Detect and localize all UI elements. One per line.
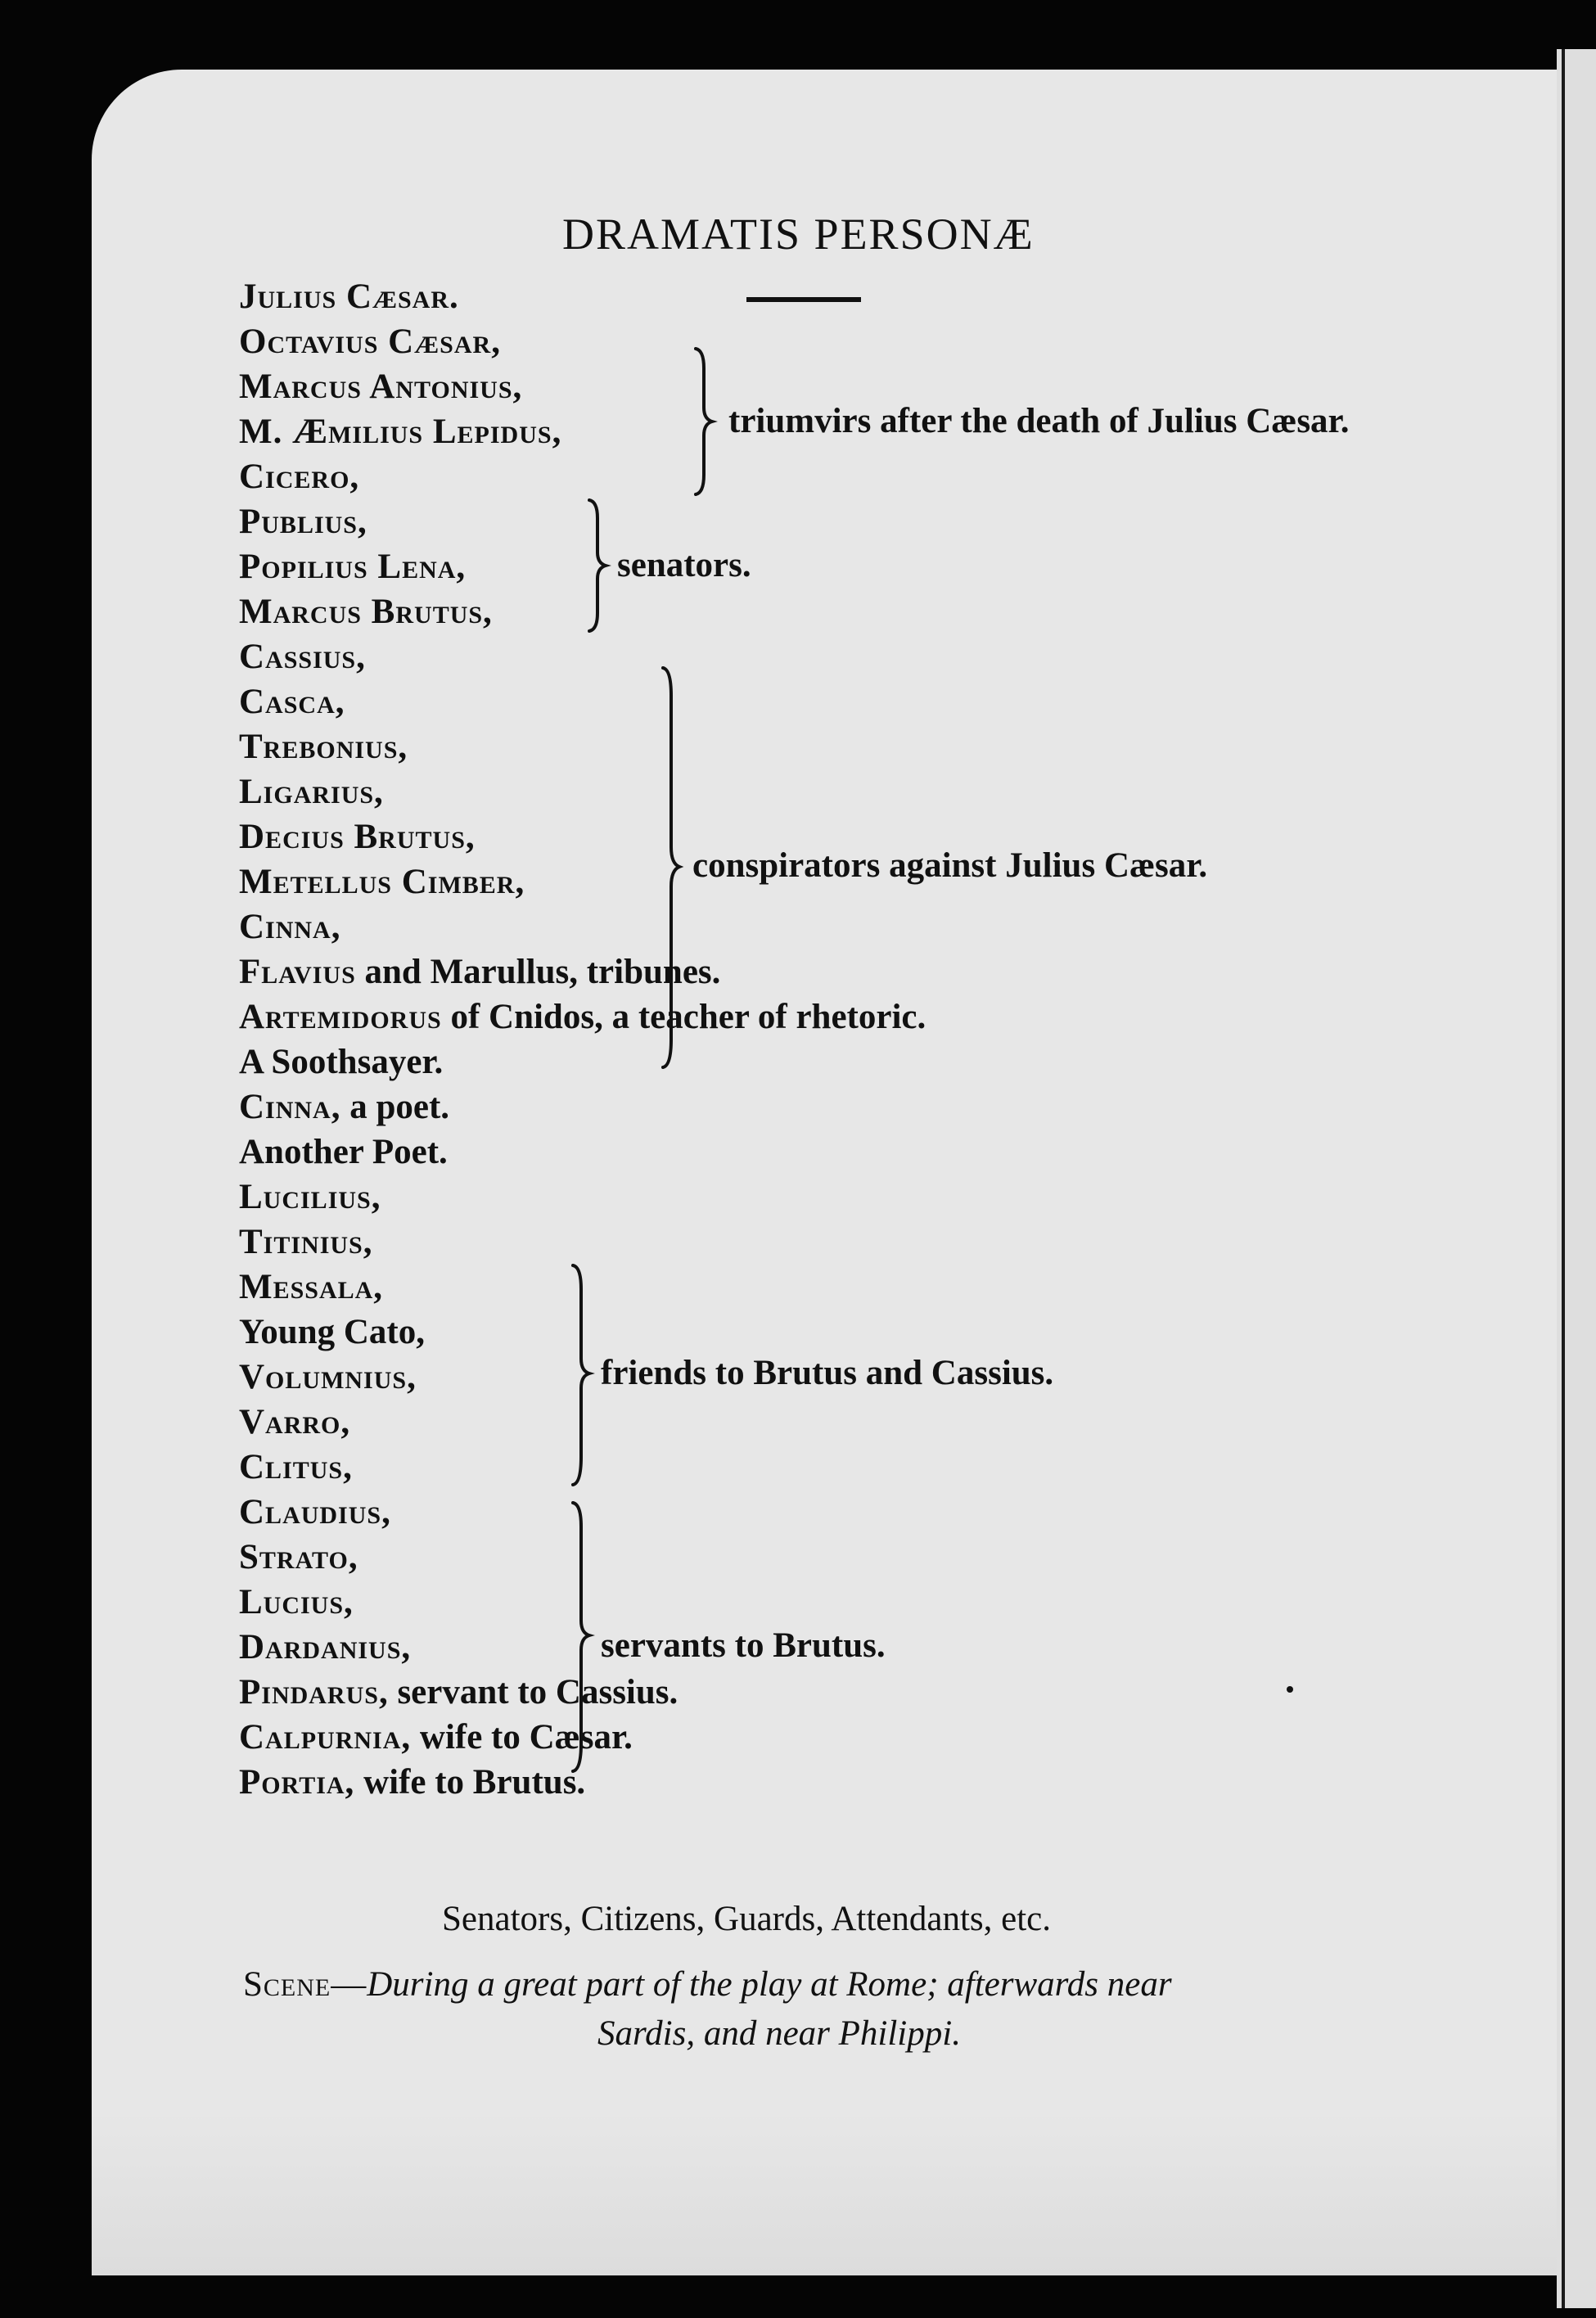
character-entry: [239, 814, 476, 859]
character-name: Clitus,: [239, 1448, 353, 1486]
character-entry: [239, 1130, 448, 1175]
character-entry: [239, 1355, 417, 1400]
character-name: Casca,: [239, 683, 345, 721]
scene-text-1: During a great part of the play at Rome; afterwards near: [367, 1965, 1172, 2004]
character-name: Octavius Cæsar,: [239, 322, 501, 361]
character-name: Dardanius,: [239, 1628, 412, 1666]
character-entry: [239, 859, 525, 904]
character-description: A Soothsayer.: [239, 1043, 444, 1081]
brace-triumvirs: [689, 344, 722, 499]
character-name: Cicero,: [239, 458, 360, 496]
page-title: DRAMATIS PERSONÆ: [562, 210, 1035, 259]
character-name: Publius,: [239, 503, 367, 541]
character-name: Varro,: [239, 1403, 351, 1441]
character-entry: [239, 1535, 358, 1580]
character-entry: [239, 274, 459, 319]
character-description: Young Cato,: [239, 1313, 425, 1351]
brace-senators: [583, 495, 615, 634]
group-label-triumvirs: triumvirs after the death of Julius Cæsar.: [728, 402, 1350, 440]
speck-mark: [1287, 1686, 1293, 1693]
character-name: Cinna,: [239, 908, 341, 946]
character-entry: [239, 1760, 585, 1805]
scene-line-2: Sardis, and near Philippi.: [597, 2014, 961, 2053]
character-name: Marcus Brutus,: [239, 593, 493, 631]
character-description: Another Poet.: [239, 1133, 448, 1171]
character-entry: [239, 1175, 381, 1220]
character-entry: [239, 1265, 383, 1310]
character-entry: [239, 499, 367, 544]
character-entry: [239, 409, 561, 454]
title-rule: [746, 297, 861, 302]
character-name: Julius Cæsar.: [239, 277, 459, 316]
character-description: a poet.: [340, 1088, 450, 1126]
character-entry: [239, 724, 408, 769]
character-name: Titinius,: [239, 1223, 373, 1261]
character-name: Lucius,: [239, 1583, 354, 1621]
character-entry: [239, 1220, 372, 1265]
character-entry: [239, 364, 522, 409]
character-name: Calpurnia,: [239, 1718, 412, 1757]
group-label-servants: servants to Brutus.: [601, 1626, 886, 1665]
character-name: Portia,: [239, 1763, 355, 1802]
character-name: Flavius: [239, 953, 356, 991]
character-entry: [239, 454, 359, 499]
character-name: Pindarus,: [239, 1673, 389, 1711]
character-description: of Cnidos, a teacher of rhetoric.: [441, 998, 926, 1036]
character-entry: [239, 904, 340, 949]
character-name: Lucilius,: [239, 1178, 381, 1216]
character-name: Cinna,: [239, 1088, 341, 1126]
character-description: servant to Cassius.: [388, 1673, 679, 1711]
character-entry: [239, 1670, 678, 1715]
character-entry: [239, 1490, 391, 1535]
character-description: and Marullus, tribunes.: [355, 953, 721, 991]
character-description: wife to Cæsar.: [411, 1718, 633, 1757]
character-name: Strato,: [239, 1538, 358, 1576]
character-description: wife to Brutus.: [354, 1763, 586, 1802]
character-entry: [239, 319, 501, 364]
character-entry: [239, 1445, 353, 1490]
character-entry: [239, 589, 493, 634]
character-name: Volumnius,: [239, 1358, 417, 1396]
character-entry: [239, 994, 926, 1039]
group-label-friends: friends to Brutus and Cassius.: [601, 1354, 1054, 1392]
character-entry: [239, 1625, 411, 1670]
character-name: Marcus Antonius,: [239, 368, 523, 406]
brace-friends: [566, 1260, 599, 1490]
character-name: Popilius Lena,: [239, 548, 467, 586]
character-entry: [239, 1039, 443, 1085]
brace-conspirators: [656, 663, 689, 1072]
character-entry: [239, 1085, 449, 1130]
character-entry: [239, 949, 720, 994]
character-entry: [239, 679, 345, 724]
book-page: [92, 70, 1557, 2275]
character-name: M. Æmilius Lepidus,: [239, 413, 562, 451]
character-entry: [239, 634, 366, 679]
scene-line-1: [243, 1964, 1172, 2005]
adjacent-page-edge: [1557, 49, 1596, 2308]
character-name: Ligarius,: [239, 773, 384, 811]
brace-servants: [566, 1498, 599, 1776]
character-name: Cassius,: [239, 638, 366, 676]
character-entry: [239, 769, 384, 814]
character-name: Decius Brutus,: [239, 818, 476, 856]
character-entry: [239, 544, 466, 589]
group-label-senators: senators.: [617, 546, 751, 584]
scene-label: Scene—: [243, 1965, 367, 2004]
character-name: Messala,: [239, 1268, 384, 1306]
character-entry: [239, 1400, 350, 1445]
character-entry: [239, 1580, 354, 1625]
group-label-conspirators: conspirators against Julius Cæsar.: [692, 846, 1208, 885]
character-name: Metellus Cimber,: [239, 863, 525, 901]
character-name: Claudius,: [239, 1493, 391, 1531]
character-entry: [239, 1310, 425, 1355]
extras-line: Senators, Citizens, Guards, Attendants, etc.: [442, 1900, 1051, 1938]
character-name: Trebonius,: [239, 728, 408, 766]
character-name: Artemidorus: [239, 998, 442, 1036]
